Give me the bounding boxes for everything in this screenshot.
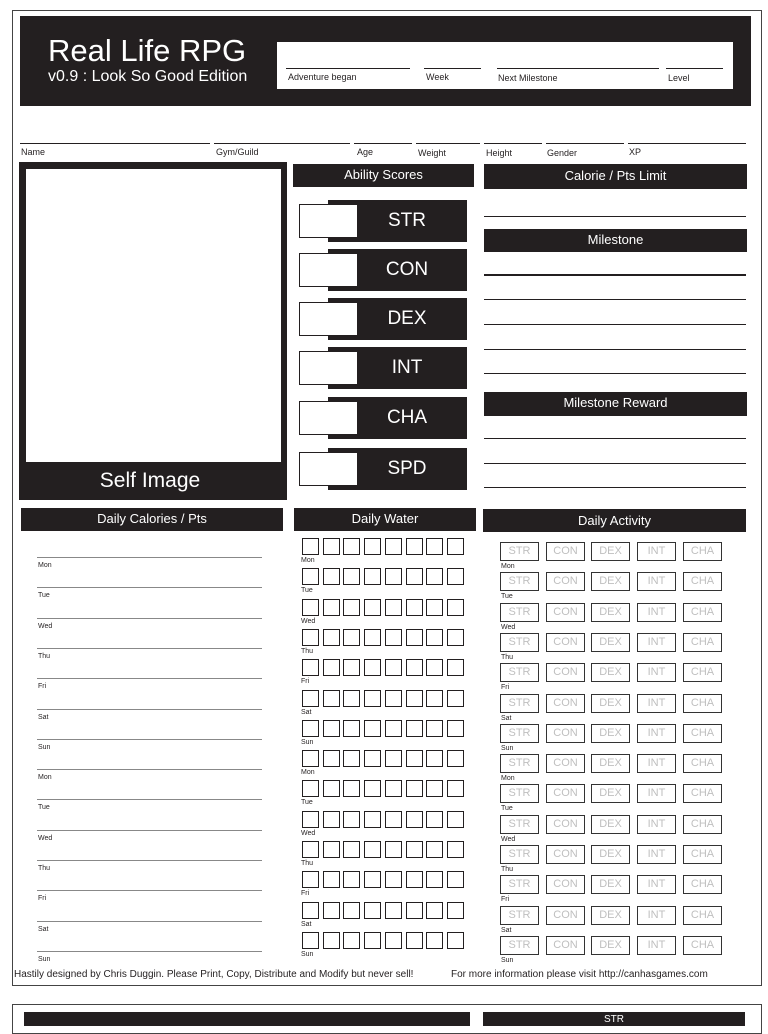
water-day-label: Mon (301, 557, 315, 564)
water-glass-checkbox[interactable] (302, 659, 319, 676)
activity-checkbox-dex[interactable]: DEX (591, 603, 630, 622)
ability-score-box-con[interactable] (299, 253, 358, 287)
water-glass-checkbox[interactable] (447, 811, 464, 828)
water-glass-checkbox[interactable] (323, 629, 340, 646)
activity-checkbox-int[interactable]: INT (637, 572, 676, 591)
water-glass-checkbox[interactable] (385, 902, 402, 919)
activity-checkbox-str[interactable]: STR (500, 663, 539, 682)
height-field[interactable] (484, 143, 542, 144)
water-glass-checkbox[interactable] (343, 902, 360, 919)
activity-checkbox-int[interactable]: INT (637, 603, 676, 622)
water-glass-checkbox[interactable] (426, 780, 443, 797)
activity-checkbox-cha[interactable]: CHA (683, 542, 722, 561)
activity-day-label: Sun (501, 745, 514, 752)
calories-entry-line[interactable] (37, 799, 262, 800)
water-glass-checkbox[interactable] (406, 811, 423, 828)
self-image-area[interactable] (26, 169, 281, 462)
daily-calories-header: Daily Calories / Pts (21, 508, 283, 531)
self-image-label: Self Image (99, 469, 201, 492)
milestone-line[interactable] (484, 299, 746, 300)
water-glass-checkbox[interactable] (302, 932, 319, 949)
ability-score-box-cha[interactable] (299, 401, 358, 435)
gym-guild-field[interactable] (214, 143, 350, 144)
calorie-limit-field[interactable] (484, 216, 746, 217)
activity-day-label: Thu (501, 866, 514, 873)
activity-checkbox-int[interactable]: INT (637, 724, 676, 743)
ability-name-cha: CHA (386, 407, 428, 428)
water-glass-checkbox[interactable] (406, 538, 423, 555)
water-glass-checkbox[interactable] (426, 690, 443, 707)
activity-checkbox-int[interactable]: INT (637, 906, 676, 925)
activity-checkbox-dex[interactable]: DEX (591, 784, 630, 803)
calories-day-label: Wed (38, 835, 53, 842)
activity-day-label: Wed (501, 624, 516, 631)
water-glass-checkbox[interactable] (364, 811, 381, 828)
activity-checkbox-cha[interactable]: CHA (683, 754, 722, 773)
activity-checkbox-con[interactable]: CON (546, 936, 585, 955)
water-glass-checkbox[interactable] (426, 932, 443, 949)
water-glass-checkbox[interactable] (385, 780, 402, 797)
gender-label: Gender (547, 148, 578, 158)
calories-day-label: Tue (38, 804, 50, 811)
water-day-label: Fri (301, 890, 310, 897)
calories-entry-line[interactable] (37, 860, 262, 861)
water-glass-checkbox[interactable] (406, 841, 423, 858)
adventure-began-field[interactable] (286, 68, 410, 69)
water-glass-checkbox[interactable] (426, 538, 443, 555)
water-glass-checkbox[interactable] (447, 538, 464, 555)
water-glass-checkbox[interactable] (426, 659, 443, 676)
water-glass-checkbox[interactable] (406, 568, 423, 585)
activity-checkbox-cha[interactable]: CHA (683, 875, 722, 894)
activity-checkbox-dex[interactable]: DEX (591, 633, 630, 652)
activity-checkbox-con[interactable]: CON (546, 784, 585, 803)
water-glass-checkbox[interactable] (343, 750, 360, 767)
water-glass-checkbox[interactable] (426, 750, 443, 767)
activity-checkbox-con[interactable]: CON (546, 603, 585, 622)
calories-entry-line[interactable] (37, 739, 262, 740)
calories-day-label: Thu (38, 653, 51, 660)
water-glass-checkbox[interactable] (323, 932, 340, 949)
water-glass-checkbox[interactable] (343, 659, 360, 676)
milestone-line[interactable] (484, 274, 746, 276)
milestone-line[interactable] (484, 349, 746, 350)
gym-guild-label: Gym/Guild (216, 147, 259, 157)
water-glass-checkbox[interactable] (343, 690, 360, 707)
activity-checkbox-str[interactable]: STR (500, 694, 539, 713)
water-glass-checkbox[interactable] (323, 841, 340, 858)
activity-checkbox-str[interactable]: STR (500, 572, 539, 591)
water-glass-checkbox[interactable] (447, 780, 464, 797)
activity-checkbox-str[interactable]: STR (500, 603, 539, 622)
activity-checkbox-int[interactable]: INT (637, 694, 676, 713)
activity-checkbox-str[interactable]: STR (500, 724, 539, 743)
ability-score-box-int[interactable] (299, 351, 358, 385)
calories-entry-line[interactable] (37, 830, 262, 831)
ability-name-dex: DEX (387, 308, 427, 329)
water-day-label: Sat (301, 709, 312, 716)
milestone-line[interactable] (484, 373, 746, 374)
ability-name-int: INT (391, 357, 423, 378)
week-field[interactable] (424, 68, 481, 69)
water-glass-checkbox[interactable] (385, 659, 402, 676)
activity-day-label: Fri (501, 896, 510, 903)
calories-entry-line[interactable] (37, 951, 262, 952)
activity-checkbox-dex[interactable]: DEX (591, 542, 630, 561)
activity-checkbox-str[interactable]: STR (500, 875, 539, 894)
activity-checkbox-cha[interactable]: CHA (683, 572, 722, 591)
water-glass-checkbox[interactable] (364, 720, 381, 737)
milestone-header: Milestone (484, 229, 747, 252)
ability-name-spd: SPD (387, 458, 427, 479)
water-glass-checkbox[interactable] (406, 780, 423, 797)
water-glass-checkbox[interactable] (406, 599, 423, 616)
activity-checkbox-dex[interactable]: DEX (591, 694, 630, 713)
water-glass-checkbox[interactable] (323, 720, 340, 737)
water-glass-checkbox[interactable] (302, 568, 319, 585)
water-glass-checkbox[interactable] (323, 538, 340, 555)
water-glass-checkbox[interactable] (426, 720, 443, 737)
water-glass-checkbox[interactable] (302, 871, 319, 888)
water-glass-checkbox[interactable] (426, 811, 443, 828)
age-field[interactable] (354, 143, 412, 144)
activity-checkbox-con[interactable]: CON (546, 754, 585, 773)
water-glass-checkbox[interactable] (343, 932, 360, 949)
water-glass-checkbox[interactable] (323, 871, 340, 888)
activity-checkbox-dex[interactable]: DEX (591, 875, 630, 894)
activity-day-label: Tue (501, 805, 513, 812)
level-field[interactable] (666, 68, 723, 69)
activity-checkbox-con[interactable]: CON (546, 542, 585, 561)
activity-checkbox-dex[interactable]: DEX (591, 845, 630, 864)
calories-day-label: Fri (38, 895, 47, 902)
activity-day-label: Sat (501, 715, 512, 722)
next-milestone-field[interactable] (497, 68, 659, 69)
water-glass-checkbox[interactable] (447, 690, 464, 707)
calorie-limit-header: Calorie / Pts Limit (484, 164, 747, 189)
water-glass-checkbox[interactable] (302, 599, 319, 616)
water-glass-checkbox[interactable] (323, 659, 340, 676)
water-glass-checkbox[interactable] (447, 841, 464, 858)
activity-checkbox-str[interactable]: STR (500, 936, 539, 955)
activity-checkbox-cha[interactable]: CHA (683, 603, 722, 622)
calories-entry-line[interactable] (37, 557, 262, 558)
water-glass-checkbox[interactable] (364, 780, 381, 797)
level-label: Level (668, 73, 690, 83)
water-glass-checkbox[interactable] (364, 932, 381, 949)
activity-checkbox-int[interactable]: INT (637, 663, 676, 682)
water-glass-checkbox[interactable] (323, 750, 340, 767)
activity-checkbox-con[interactable]: CON (546, 694, 585, 713)
water-day-label: Tue (301, 587, 313, 594)
water-glass-checkbox[interactable] (447, 599, 464, 616)
activity-checkbox-str[interactable]: STR (500, 845, 539, 864)
activity-checkbox-con[interactable]: CON (546, 663, 585, 682)
water-glass-checkbox[interactable] (426, 629, 443, 646)
activity-checkbox-dex[interactable]: DEX (591, 906, 630, 925)
water-glass-checkbox[interactable] (323, 568, 340, 585)
water-glass-checkbox[interactable] (364, 599, 381, 616)
water-glass-checkbox[interactable] (323, 690, 340, 707)
activity-checkbox-dex[interactable]: DEX (591, 724, 630, 743)
activity-checkbox-cha[interactable]: CHA (683, 694, 722, 713)
activity-checkbox-cha[interactable]: CHA (683, 663, 722, 682)
activity-checkbox-int[interactable]: INT (637, 754, 676, 773)
milestone-line[interactable] (484, 324, 746, 325)
name-field[interactable] (20, 143, 210, 144)
height-label: Height (486, 148, 513, 158)
xp-field[interactable] (628, 143, 746, 144)
calories-entry-line[interactable] (37, 587, 262, 588)
water-glass-checkbox[interactable] (364, 568, 381, 585)
activity-checkbox-str[interactable]: STR (500, 906, 539, 925)
water-day-label: Sat (301, 921, 312, 928)
water-glass-checkbox[interactable] (426, 599, 443, 616)
water-glass-checkbox[interactable] (302, 902, 319, 919)
calories-day-label: Thu (38, 865, 51, 872)
water-glass-checkbox[interactable] (302, 841, 319, 858)
daily-water-header: Daily Water (294, 508, 476, 531)
more-info-text: For more information please visit http://canhasgames.com (451, 969, 708, 980)
calories-day-label: Fri (38, 683, 47, 690)
activity-checkbox-cha[interactable]: CHA (683, 724, 722, 743)
water-glass-checkbox[interactable] (343, 811, 360, 828)
calories-day-label: Mon (38, 774, 52, 781)
calories-day-label: Tue (38, 592, 50, 599)
water-glass-checkbox[interactable] (447, 750, 464, 767)
sheet-subtitle: v0.9 : Look So Good Edition (48, 68, 248, 85)
water-day-label: Sun (301, 951, 314, 958)
water-glass-checkbox[interactable] (343, 599, 360, 616)
age-label: Age (357, 147, 374, 157)
water-day-label: Wed (301, 618, 316, 625)
activity-day-label: Fri (501, 684, 510, 691)
calories-day-label: Sun (38, 744, 51, 751)
water-day-label: Fri (301, 678, 310, 685)
calories-entry-line[interactable] (37, 648, 262, 649)
next-milestone-label: Next Milestone (498, 73, 558, 83)
calories-entry-line[interactable] (37, 678, 262, 679)
activity-day-label: Mon (501, 775, 515, 782)
activity-checkbox-cha[interactable]: CHA (683, 633, 722, 652)
activity-checkbox-dex[interactable]: DEX (591, 754, 630, 773)
water-glass-checkbox[interactable] (406, 629, 423, 646)
water-glass-checkbox[interactable] (364, 902, 381, 919)
water-glass-checkbox[interactable] (302, 538, 319, 555)
water-glass-checkbox[interactable] (447, 720, 464, 737)
activity-checkbox-str[interactable]: STR (500, 784, 539, 803)
activity-checkbox-con[interactable]: CON (546, 875, 585, 894)
designer-credit: Hastily designed by Chris Duggin. Please Print, Copy, Distribute and Modify but never sell! (14, 969, 414, 980)
water-day-label: Thu (301, 648, 314, 655)
ability-name-str: STR (388, 210, 426, 231)
activity-checkbox-cha[interactable]: CHA (683, 815, 722, 834)
activity-checkbox-int[interactable]: INT (637, 936, 676, 955)
water-glass-checkbox[interactable] (385, 720, 402, 737)
water-glass-checkbox[interactable] (364, 841, 381, 858)
water-glass-checkbox[interactable] (364, 659, 381, 676)
water-glass-checkbox[interactable] (385, 841, 402, 858)
second-sheet-str-header: STR (483, 1012, 745, 1026)
water-glass-checkbox[interactable] (447, 902, 464, 919)
water-day-label: Mon (301, 769, 315, 776)
activity-day-label: Sat (501, 927, 512, 934)
weight-label: Weight (418, 148, 446, 158)
water-glass-checkbox[interactable] (323, 902, 340, 919)
activity-checkbox-con[interactable]: CON (546, 724, 585, 743)
activity-checkbox-cha[interactable]: CHA (683, 784, 722, 803)
milestone-reward-line[interactable] (484, 487, 746, 488)
water-glass-checkbox[interactable] (323, 780, 340, 797)
activity-checkbox-cha[interactable]: CHA (683, 936, 722, 955)
water-glass-checkbox[interactable] (426, 902, 443, 919)
calories-entry-line[interactable] (37, 709, 262, 710)
calories-entry-line[interactable] (37, 921, 262, 922)
water-glass-checkbox[interactable] (364, 871, 381, 888)
activity-day-label: Thu (501, 654, 514, 661)
water-glass-checkbox[interactable] (406, 871, 423, 888)
water-glass-checkbox[interactable] (364, 750, 381, 767)
activity-day-label: Tue (501, 593, 513, 600)
water-glass-checkbox[interactable] (364, 629, 381, 646)
water-glass-checkbox[interactable] (343, 538, 360, 555)
water-glass-checkbox[interactable] (323, 811, 340, 828)
water-glass-checkbox[interactable] (385, 568, 402, 585)
water-glass-checkbox[interactable] (447, 629, 464, 646)
water-glass-checkbox[interactable] (385, 538, 402, 555)
water-glass-checkbox[interactable] (343, 841, 360, 858)
calories-day-label: Mon (38, 562, 52, 569)
water-glass-checkbox[interactable] (385, 599, 402, 616)
calories-day-label: Sat (38, 926, 49, 933)
sheet-title: Real Life RPG (48, 33, 247, 68)
water-glass-checkbox[interactable] (385, 750, 402, 767)
water-glass-checkbox[interactable] (447, 568, 464, 585)
activity-checkbox-int[interactable]: INT (637, 784, 676, 803)
activity-checkbox-str[interactable]: STR (500, 815, 539, 834)
water-glass-checkbox[interactable] (364, 538, 381, 555)
activity-checkbox-int[interactable]: INT (637, 875, 676, 894)
ability-scores-header: Ability Scores (293, 164, 474, 187)
water-glass-checkbox[interactable] (385, 811, 402, 828)
daily-activity-header: Daily Activity (483, 509, 746, 532)
water-glass-checkbox[interactable] (426, 841, 443, 858)
water-glass-checkbox[interactable] (323, 599, 340, 616)
water-glass-checkbox[interactable] (385, 871, 402, 888)
water-glass-checkbox[interactable] (406, 750, 423, 767)
water-glass-checkbox[interactable] (426, 871, 443, 888)
activity-checkbox-dex[interactable]: DEX (591, 815, 630, 834)
calories-entry-line[interactable] (37, 890, 262, 891)
milestone-reward-line[interactable] (484, 463, 746, 464)
water-glass-checkbox[interactable] (343, 629, 360, 646)
name-label: Name (21, 147, 46, 157)
water-glass-checkbox[interactable] (406, 690, 423, 707)
water-glass-checkbox[interactable] (385, 690, 402, 707)
water-glass-checkbox[interactable] (385, 629, 402, 646)
water-glass-checkbox[interactable] (447, 659, 464, 676)
water-glass-checkbox[interactable] (343, 780, 360, 797)
water-glass-checkbox[interactable] (343, 720, 360, 737)
milestone-reward-line[interactable] (484, 438, 746, 439)
activity-checkbox-con[interactable]: CON (546, 815, 585, 834)
water-glass-checkbox[interactable] (406, 902, 423, 919)
water-glass-checkbox[interactable] (302, 780, 319, 797)
water-glass-checkbox[interactable] (302, 690, 319, 707)
water-glass-checkbox[interactable] (406, 720, 423, 737)
ability-name-con: CON (385, 259, 429, 280)
activity-checkbox-cha[interactable]: CHA (683, 906, 722, 925)
activity-checkbox-int[interactable]: INT (637, 542, 676, 561)
activity-checkbox-con[interactable]: CON (546, 572, 585, 591)
water-glass-checkbox[interactable] (447, 932, 464, 949)
ability-score-box-str[interactable] (299, 204, 358, 238)
water-glass-checkbox[interactable] (447, 871, 464, 888)
water-glass-checkbox[interactable] (406, 659, 423, 676)
activity-checkbox-str[interactable]: STR (500, 633, 539, 652)
activity-checkbox-cha[interactable]: CHA (683, 845, 722, 864)
water-day-label: Sun (301, 739, 314, 746)
activity-checkbox-int[interactable]: INT (637, 845, 676, 864)
water-glass-checkbox[interactable] (426, 568, 443, 585)
water-glass-checkbox[interactable] (302, 811, 319, 828)
calories-day-label: Wed (38, 623, 53, 630)
ability-score-box-spd[interactable] (299, 452, 358, 486)
xp-label: XP (629, 147, 642, 157)
water-day-label: Wed (301, 830, 316, 837)
water-glass-checkbox[interactable] (343, 568, 360, 585)
activity-checkbox-int[interactable]: INT (637, 633, 676, 652)
water-glass-checkbox[interactable] (385, 932, 402, 949)
water-day-label: Thu (301, 860, 314, 867)
activity-checkbox-dex[interactable]: DEX (591, 572, 630, 591)
activity-checkbox-dex[interactable]: DEX (591, 663, 630, 682)
gender-field[interactable] (546, 143, 624, 144)
activity-checkbox-con[interactable]: CON (546, 906, 585, 925)
activity-day-label: Wed (501, 836, 516, 843)
milestone-reward-header: Milestone Reward (484, 392, 747, 416)
water-day-label: Tue (301, 799, 313, 806)
water-glass-checkbox[interactable] (302, 750, 319, 767)
activity-checkbox-con[interactable]: CON (546, 845, 585, 864)
activity-checkbox-str[interactable]: STR (500, 754, 539, 773)
activity-day-label: Sun (501, 957, 514, 964)
adventure-began-label: Adventure began (288, 72, 357, 82)
calories-day-label: Sun (38, 956, 51, 963)
water-glass-checkbox[interactable] (406, 932, 423, 949)
ability-score-box-dex[interactable] (299, 302, 358, 336)
calories-day-label: Sat (38, 714, 49, 721)
activity-checkbox-dex[interactable]: DEX (591, 936, 630, 955)
activity-day-label: Mon (501, 563, 515, 570)
activity-checkbox-str[interactable]: STR (500, 542, 539, 561)
water-glass-checkbox[interactable] (364, 690, 381, 707)
activity-checkbox-con[interactable]: CON (546, 633, 585, 652)
water-glass-checkbox[interactable] (302, 629, 319, 646)
weight-field[interactable] (416, 143, 480, 144)
activity-checkbox-int[interactable]: INT (637, 815, 676, 834)
calories-entry-line[interactable] (37, 769, 262, 770)
water-glass-checkbox[interactable] (343, 871, 360, 888)
week-label: Week (426, 72, 449, 82)
water-glass-checkbox[interactable] (302, 720, 319, 737)
calories-entry-line[interactable] (37, 618, 262, 619)
